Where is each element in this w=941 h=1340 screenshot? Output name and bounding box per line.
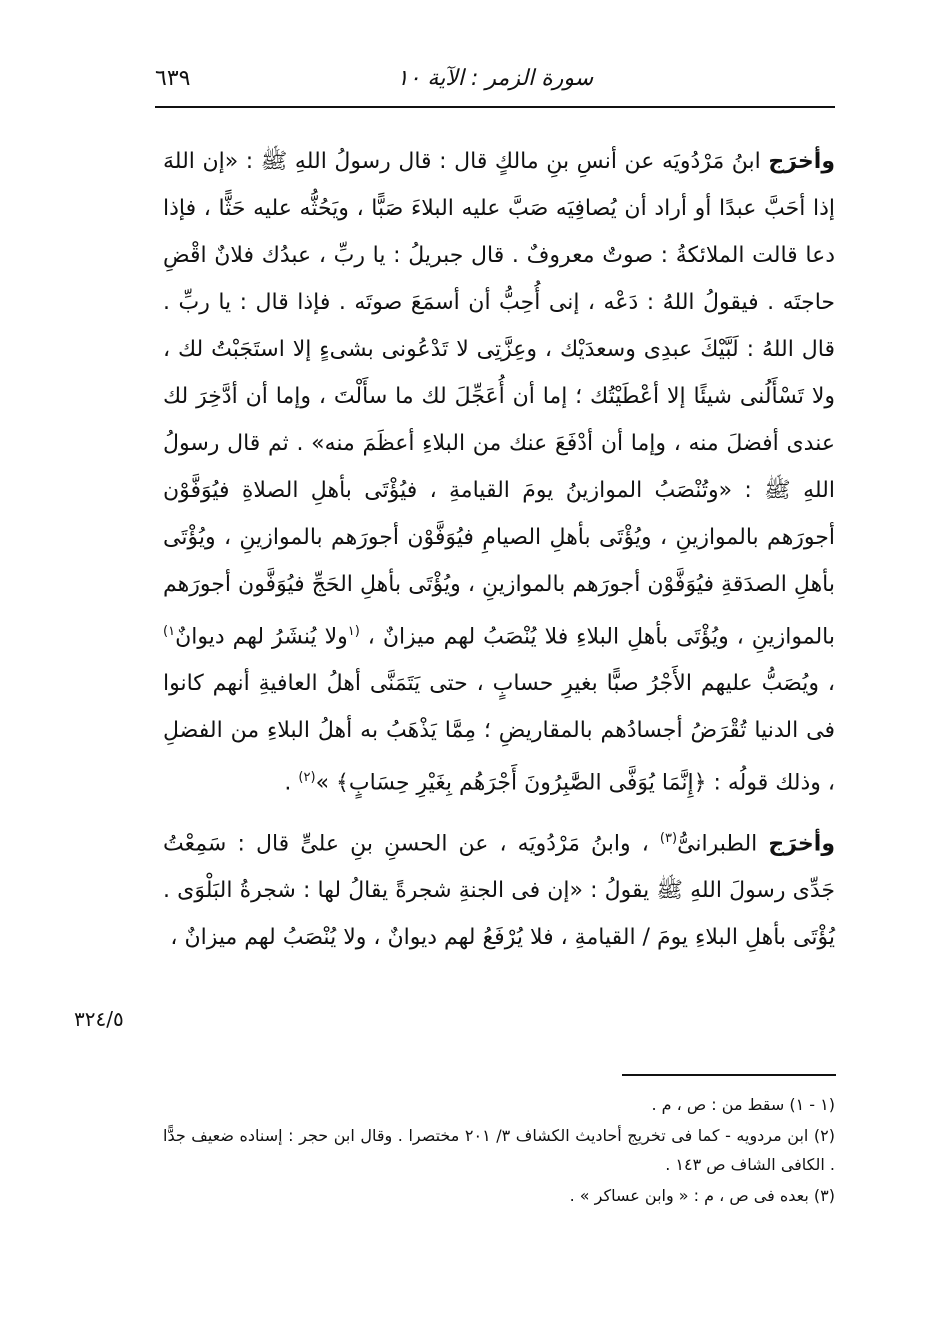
header-rule	[155, 106, 835, 108]
page-number: ٦٣٩	[155, 66, 191, 91]
paragraph-1	[163, 138, 835, 807]
footnote-marker: (٢)	[298, 770, 316, 786]
footnote-marker: (٣)	[659, 830, 678, 846]
footnote-marker: ١)	[163, 624, 176, 639]
footnote: (١ - ١) سقط من : ص ، م .	[651, 1095, 835, 1114]
paragraph-text: .	[284, 770, 299, 796]
surah-title: سورة الزمر : الآية ١٠	[396, 66, 594, 91]
footnote-marker: (١	[347, 624, 360, 639]
margin-reference: ٣٢٤/٥	[74, 1007, 124, 1031]
paragraph-lead: وأخرَج	[768, 830, 835, 856]
paragraph-2	[163, 815, 835, 961]
main-text	[163, 138, 835, 961]
footnote: (٢) ابن مردويه - كما فى تخريج أحاديث الكشاف ٣/ ٢٠١ مختصرا . وقال ابن حجر : إسناده ضعيف جدًّا . الكافى الشاف ص ١٤٣ .	[163, 1126, 835, 1174]
paragraph-text: ، وابنُ مَرْدُويَه ، عن الحسنِ بنِ علىٍّ قال : سَمِعْتُ جَدِّى رسولَ اللهِ ﷺ يقولُ : «إن فى الجنةِ شجرةً يقالُ لها : شجرةُ البَلْوَى . يُؤْتَى بأهلِ البلاءِ يومَ / القيامةِ ، فلا يُرْفَعُ لهم ديوانٌ ، ولا يُنْصَبُ لهم ميزانٌ ،	[163, 830, 835, 950]
page-header	[155, 66, 835, 102]
footnotes	[163, 1090, 835, 1212]
paragraph-text: ولا يُنشَرُ لهم ديوانٌ	[175, 624, 348, 650]
paragraph-lead: وأخرَج	[768, 149, 835, 174]
paragraph-text: ابنُ مَرْدُويَه عن أنسِ بنِ مالكٍ قال : قال رسولُ اللهِ ﷺ : «إن اللهَ إذا أحَبَّ عبدًا أو أراد أن يُصافِيَه صَبَّ عليه البلاءَ صَبًّا ، ويَحُثُّه عليه حَثًّا ، فإذا دعا قالت الملائكةُ : صوتٌ معروفٌ . قال جبريلُ : يا ربِّ ، عبدُك فلانٌ اقْضِ حاجتَه . فيقولُ اللهُ : دَعْه ، إنى أُحِبُّ أن أسمَعَ صوتَه . فإذا قال : يا ربِّ . قال اللهُ : لَبَّيْكَ عبدِى وسعدَيْك ، وعِزَّتِى لا تَدْعُونى بشىءٍ إلا استَجَبْتُ لك ، ولا تَسْأَلُنى شيئًا إلا أعْطَيْتُك ؛ إما أن أُعَجِّلَ لك ما سأَلْتَ ، وإما أن أدَّخِرَ لك عندى أفضلَ منه ، وإما أن أدْفَعَ عنك من البلاءِ أعظَمَ منه» . ثم قال رسولُ اللهِ ﷺ : «وتُنْصَبُ الموازينُ يومَ القيامةِ ، فيُؤْتَى بأهلِ الصلاةِ فيُوَفَّوْن أجورَهم بالموازينِ ، ويُؤْتَى بأهلِ الصيامِ فيُوَفَّوْن أجورَهم بالموازينِ ، ويُؤْتَى بأهلِ الصدَقةِ فيُوَفَّوْن أجورَهم بالموازينِ ، ويُؤْتَى بأهلِ الحَجِّ فيُوَفَّون أجورَهم بالموازينِ ، ويُؤْتَى بأهلِ البلاءِ فلا يُنْصَبُ لهم ميزانٌ ،	[163, 149, 836, 650]
paragraph-text: الطبرانىُّ	[677, 830, 769, 856]
footnote: (٣) بعده فى ص ، م : « وابن عساكر » .	[569, 1186, 835, 1205]
footnote-rule	[622, 1074, 836, 1076]
paragraph-text: ، ويُصَبُّ عليهم الأَجْرُ صبًّا بغيرِ حسابٍ ، حتى يَتَمَنَّى أهلُ العافيةِ أنهم كانوا فى الدنيا تُقْرَضُ أجسادُهم بالمقاريضِ ؛ مِمَّا يَذْهَبُ به أهلُ البلاءِ من الفضلِ ، وذلك قولُه : ﴿إِنَّمَا يُوَفَّى الصَّٰبِرُونَ أَجْرَهُم بِغَيْرِ حِسَابٍ﴾ »	[163, 671, 835, 796]
